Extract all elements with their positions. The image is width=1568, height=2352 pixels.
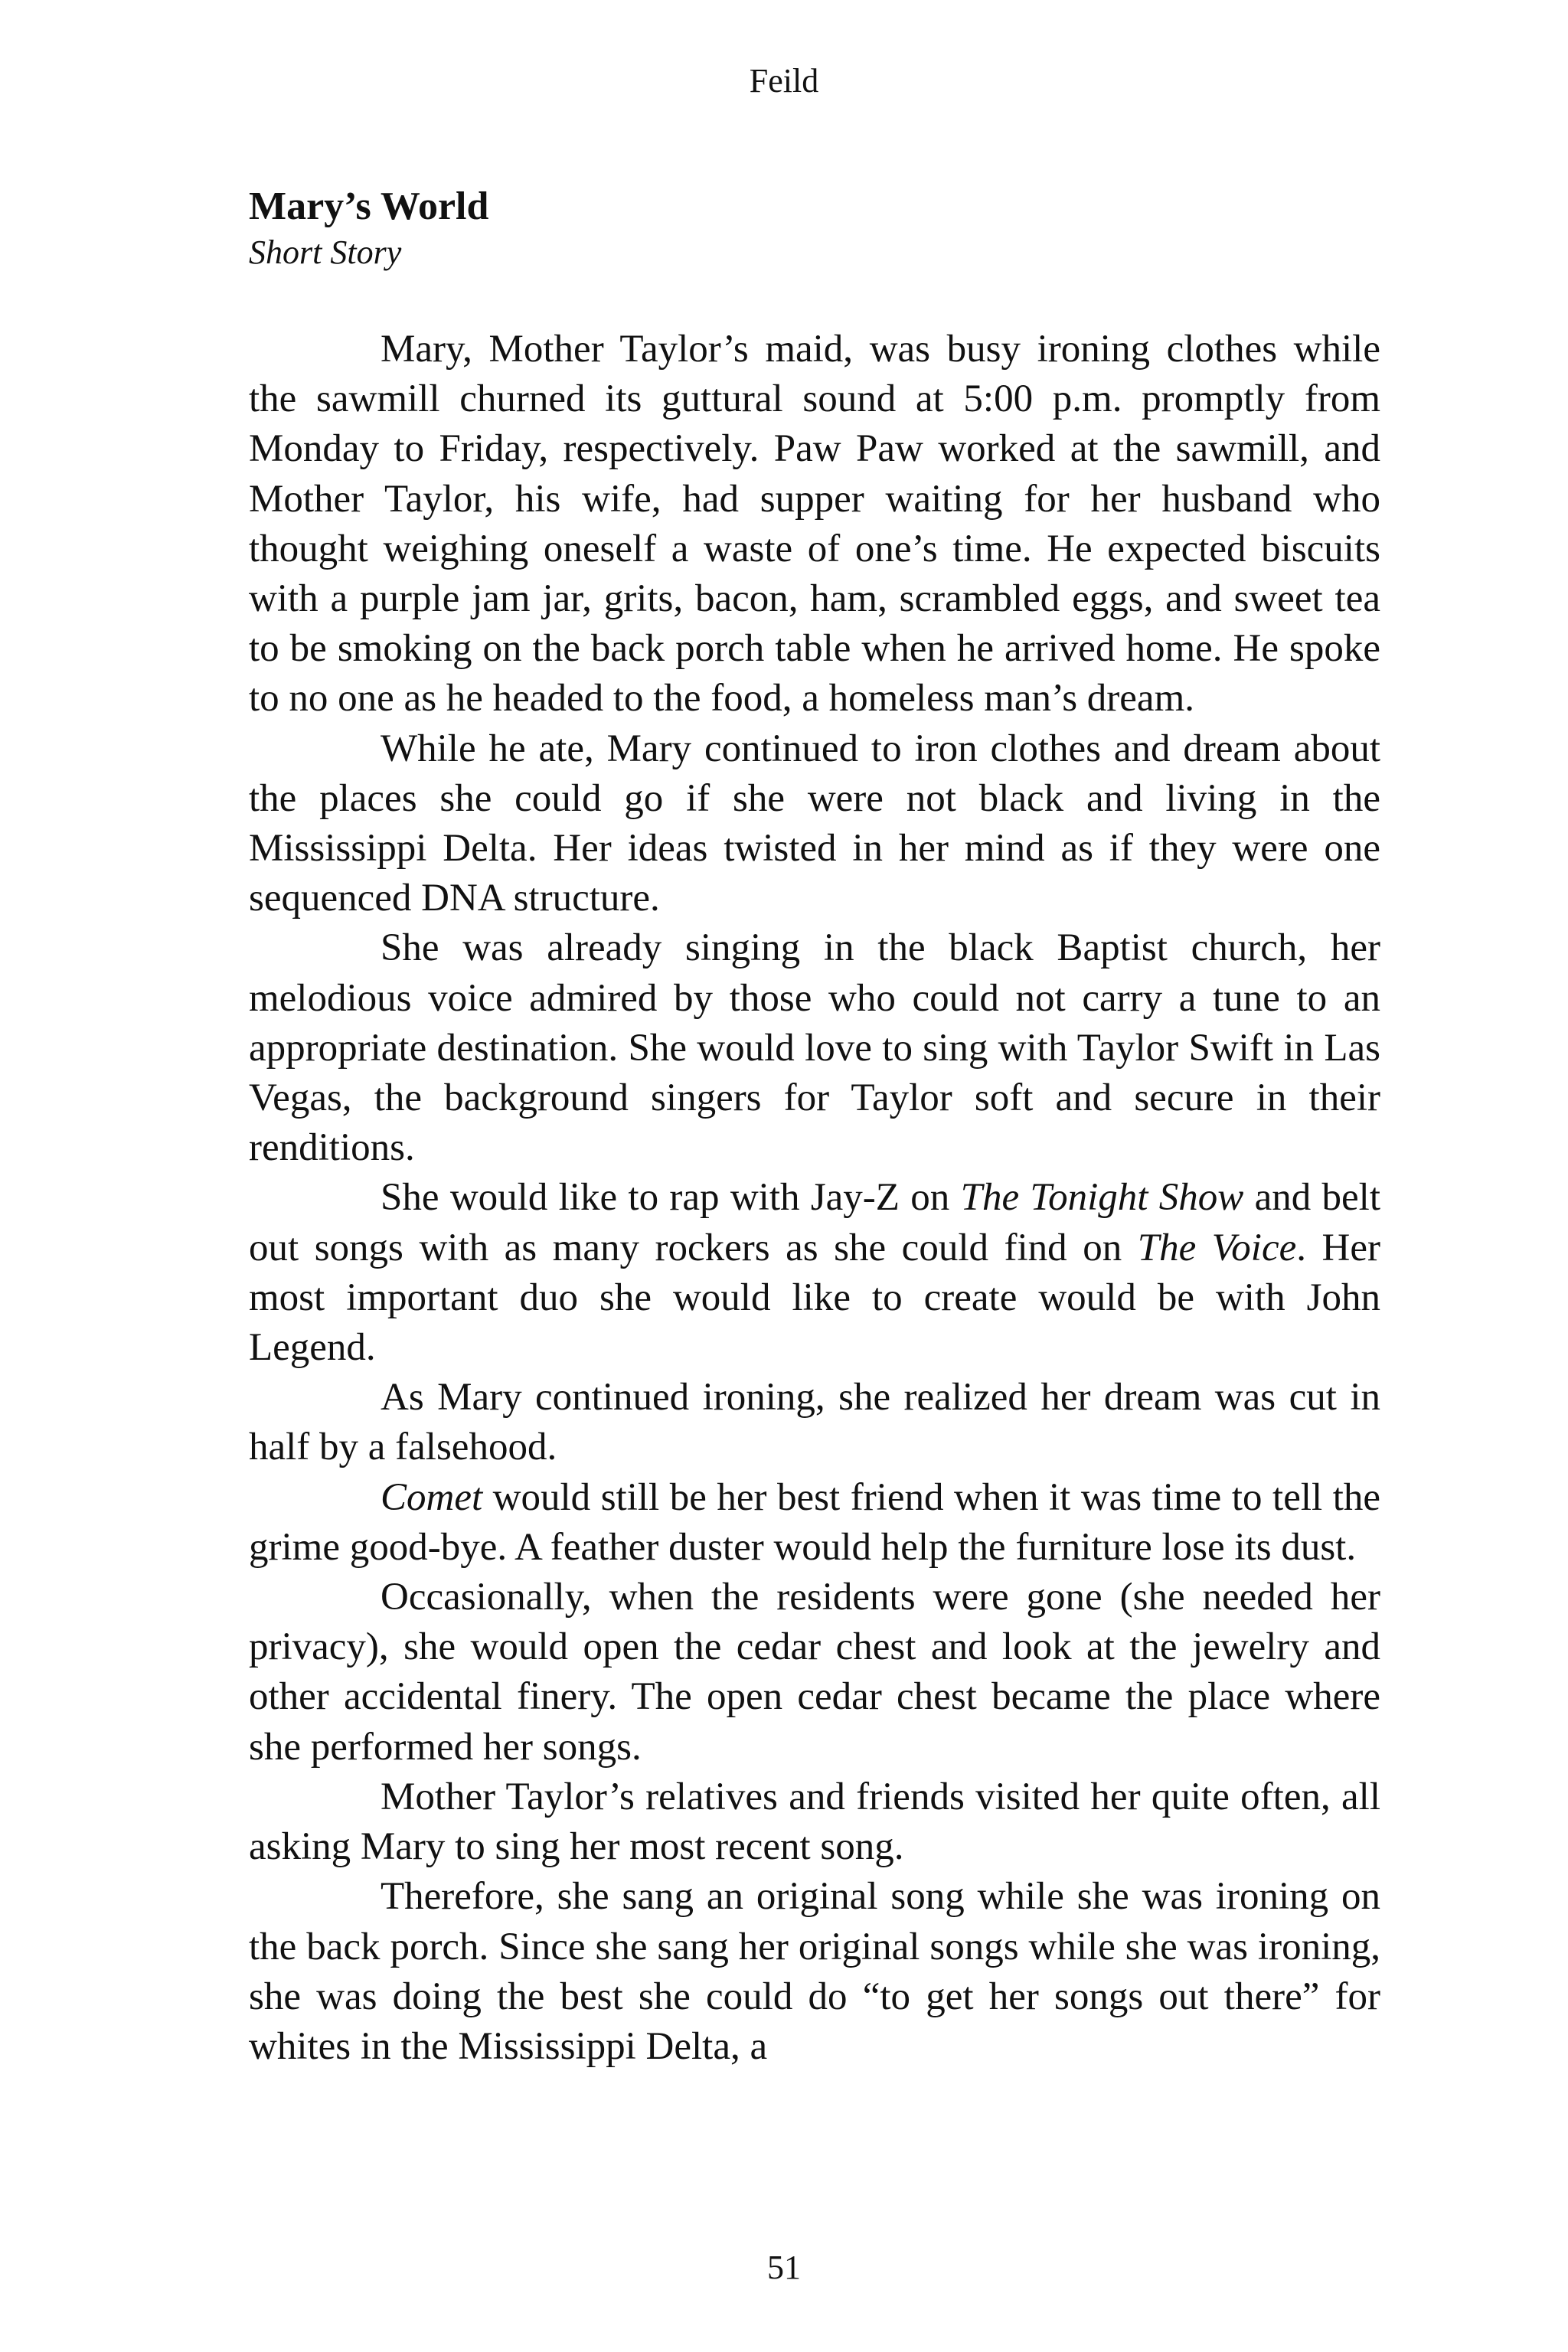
page-number: 51 [767, 2249, 801, 2286]
running-head: Feild [749, 62, 819, 100]
paragraph-text: would still be her best friend when it was time to tell the grime good-bye. A feather duster would help the furniture lose its dust. [249, 1475, 1380, 1569]
paragraph-text: She was already singing in the black Baptist church, her melodious voice admired by those who could not carry a tune to an appropriate destination. She would love to sing with Taylor Swift in Las Vegas, the background singers for Taylor soft and secure in their renditions. [249, 926, 1380, 1170]
paragraph [249, 1573, 1380, 1772]
show-title: The Voice [1137, 1226, 1297, 1269]
paragraph-text: Mother Taylor’s relatives and friends visited her quite often, all asking Mary to sing her most recent song. [249, 1775, 1380, 1869]
paragraph-text: Mary, Mother Taylor’s maid, was busy ironing clothes while the sawmill churned its guttural sound at 5:00 p.m. promptly from Monday to Friday, respectively. Paw Paw worked at the sawmill, and Mother Taylor, his wife, had supper waiting for her husband who thought weighing oneself a waste of one’s time. He expected biscuits with a purple jam jar, grits, bacon, ham, scrambled eggs, and sweet tea to be smoking on the back porch table when he arrived home. He spoke to no one as he headed to the food, a homeless man’s dream. [249, 328, 1380, 720]
paragraph [249, 923, 1380, 1173]
paragraph [249, 1373, 1380, 1472]
paragraph-text: As Mary continued ironing, she realized her dream was cut in half by a falsehood. [249, 1376, 1380, 1469]
story-subtitle: Short Story [249, 234, 402, 271]
paragraph-text: While he ate, Mary continued to iron clothes and dream about the places she could go if she were not black and living in the Mississippi Delta. Her ideas twisted in her mind as if they were one sequenced DNA structure. [249, 727, 1380, 920]
paragraph-text: and belt out songs with as many rockers as she could find on [249, 1176, 1380, 1269]
brand-name: Comet [381, 1475, 483, 1519]
page-body [249, 182, 1380, 2072]
paragraph-text: Therefore, she sang an original song while she was ironing on the back porch. Since she sang her original songs while she was ironing, she was doing the best she could do “to get her songs out there” for whites in the Mississippi Delta, a [249, 1875, 1380, 2068]
show-title: The Tonight Show [960, 1176, 1244, 1220]
paragraph-text: . Her most important duo she would like to create would be with John Legend. [249, 1226, 1380, 1370]
paragraph [249, 1772, 1380, 1872]
paragraph-text: She would like to rap with Jay-Z on [381, 1176, 961, 1220]
paragraph [249, 1872, 1380, 2072]
paragraph [249, 1473, 1380, 1573]
story-title: Mary’s World [249, 185, 489, 228]
paragraph [249, 325, 1380, 724]
paragraph [249, 1173, 1380, 1373]
paragraph-text: Occasionally, when the residents were gone (she needed her privacy), she would open the cedar chest and look at the jewelry and other accidental finery. The open cedar chest became the place where she performed her songs. [249, 1576, 1380, 1769]
paragraph [249, 724, 1380, 924]
